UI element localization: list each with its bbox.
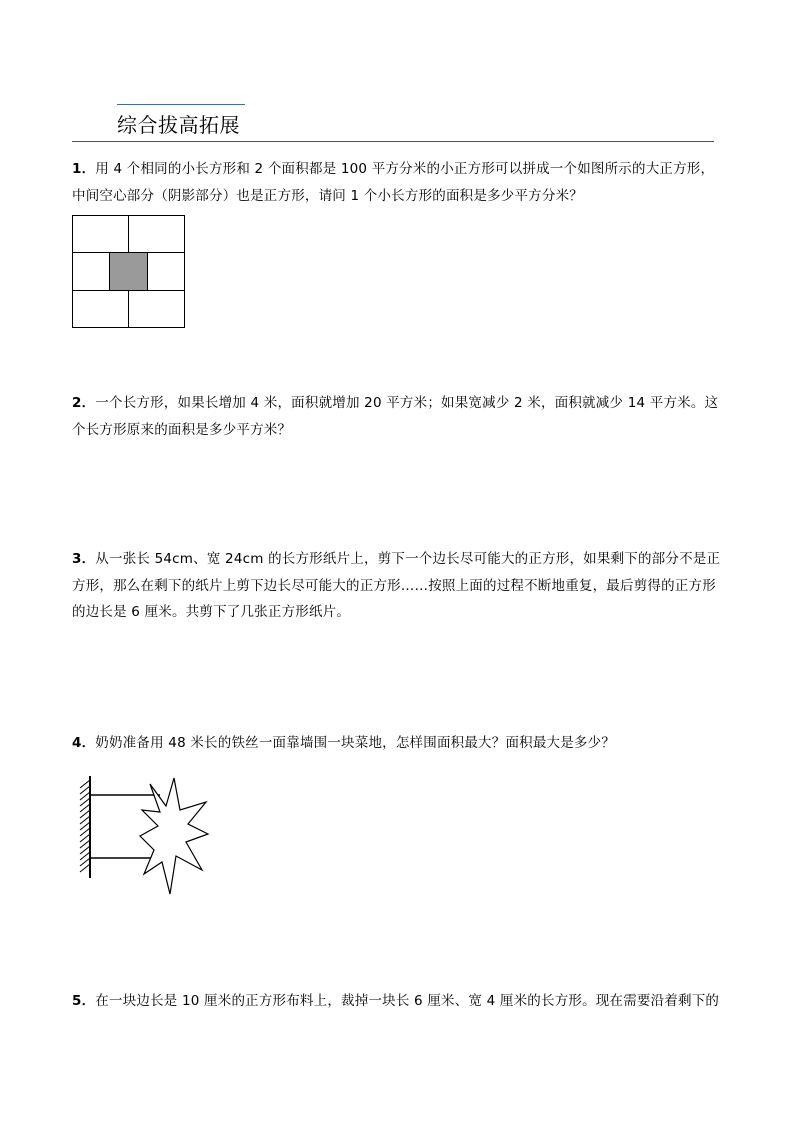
question-5 bbox=[72, 988, 722, 1015]
wall-hatching bbox=[80, 780, 90, 872]
title-underline bbox=[72, 141, 714, 142]
question-1 bbox=[72, 156, 722, 209]
title-top-rule bbox=[117, 104, 245, 105]
question-3 bbox=[72, 546, 722, 626]
question-4 bbox=[72, 730, 722, 757]
question-2 bbox=[72, 390, 722, 443]
question-number: 4． bbox=[72, 735, 96, 751]
question-text: 在一块边长是 10 厘米的正方形布料上，裁掉一块长 6 厘米、宽 4 厘米的长方形。现在需要沿着剩下的 bbox=[95, 993, 720, 1009]
question-text: 一个长方形，如果长增加 4 米，面积就增加 20 平方米；如果宽减少 2 米，面积就减少 14 平方米。这个长方形原来的面积是多少平方米？ bbox=[72, 395, 719, 438]
question-number: 5． bbox=[72, 993, 96, 1009]
wall-garden-figure bbox=[72, 770, 212, 898]
question-number: 2． bbox=[72, 395, 96, 411]
question-text: 奶奶准备用 48 米长的铁丝一面靠墙围一块菜地，怎样围面积最大？面积最大是多少？ bbox=[95, 735, 616, 751]
shaded-center-square bbox=[110, 253, 148, 291]
question-text: 从一张长 54cm、宽 24cm 的长方形纸片上，剪下一个边长尽可能大的正方形，如果剩下的部分不是正方形，那么在剩下的纸片上剪下边长尽可能大的正方形……按照上面的过程不断地重复，最后剪得的正方形的边长是 6 厘米。共剪下了几张正方形纸片。 bbox=[72, 551, 721, 620]
question-number: 3． bbox=[72, 551, 96, 567]
question-text: 用 4 个相同的小长方形和 2 个面积都是 100 平方分米的小正方形可以拼成一个如图所示的大正方形，中间空心部分（阴影部分）也是正方形，请问 1 个小长方形的面积是多少平方分米？ bbox=[72, 161, 715, 204]
section-title: 综合拔高拓展 bbox=[117, 113, 240, 137]
square-composition-figure bbox=[72, 215, 186, 329]
question-number: 1． bbox=[72, 161, 96, 177]
